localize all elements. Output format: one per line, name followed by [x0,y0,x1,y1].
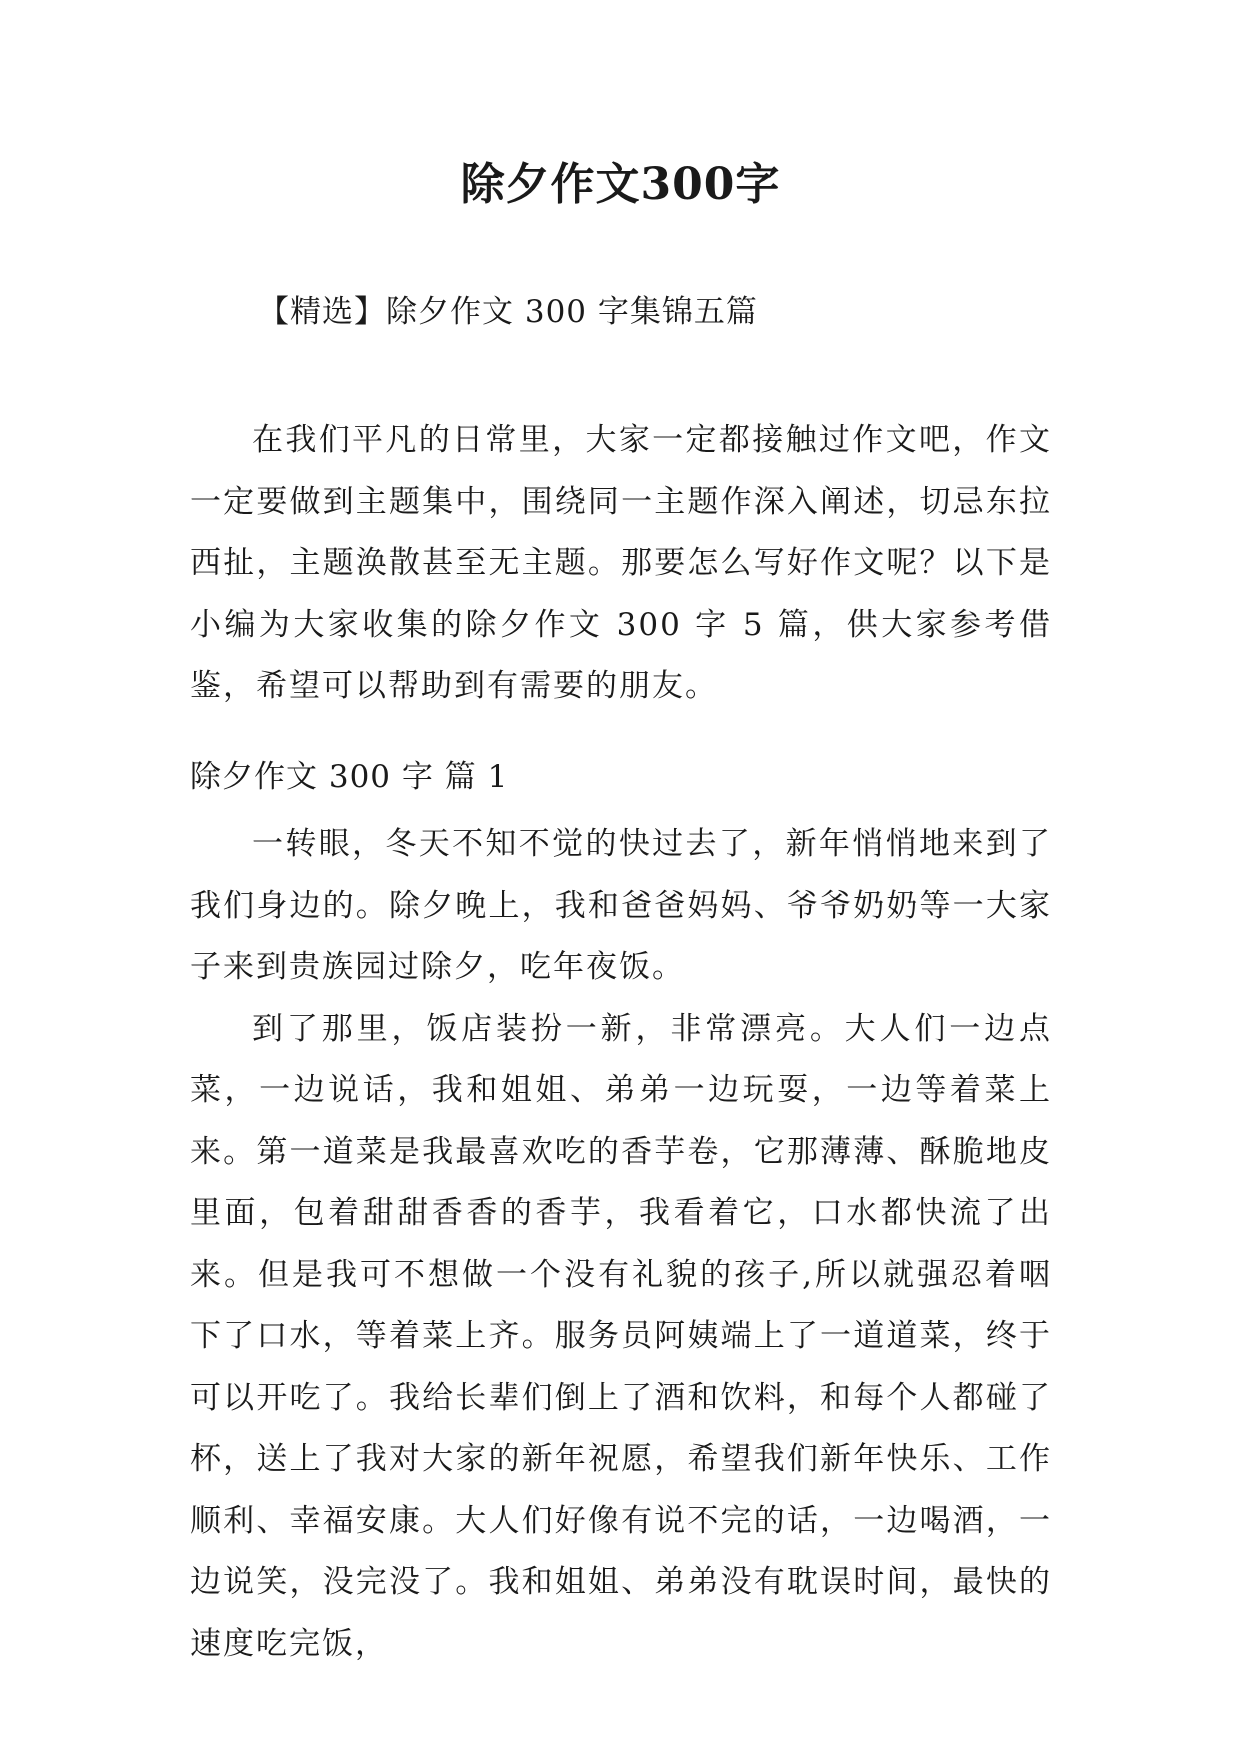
intro-section [190,410,1052,718]
essay-paragraph-1: 一转眼，冬天不知不觉的快过去了，新年悄悄地来到了我们身边的。除夕晚上，我和爸爸妈妈、爷爷奶奶等一大家子来到贵族园过除夕，吃年夜饭。 [190,826,1052,985]
intro-paragraph: 在我们平凡的日常里，大家一定都接触过作文吧，作文一定要做到主题集中，围绕同一主题作深入阐述，切忌东拉西扯，主题涣散甚至无主题。那要怎么写好作文呢？以下是小编为大家收集的除夕作文 300 字 5 篇，供大家参考借鉴，希望可以帮助到有需要的朋友。 [190,422,1052,704]
document-subtitle: 【精选】除夕作文 300 字集锦五篇 [258,294,758,330]
essay-paragraph-2: 到了那里，饭店装扮一新，非常漂亮。大人们一边点菜，一边说话，我和姐姐、弟弟一边玩耍，一边等着菜上来。第一道菜是我最喜欢吃的香芋卷，它那薄薄、酥脆地皮里面，包着甜甜香香的香芋，我看着它，口水都快流了出来。但是我可不想做一个没有礼貌的孩子,所以就强忍着咽下了口水，等着菜上齐。服务员阿姨端上了一道道菜，终于可以开吃了。我给长辈们倒上了酒和饮料，和每个人都碰了杯，送上了我对大家的新年祝愿，希望我们新年快乐、工作顺利、幸福安康。大人们好像有说不完的话，一边喝酒，一边说笑，没完没了。我和姐姐、弟弟没有耽误时间，最快的速度吃完饭， [190,1010,1052,1662]
document-title: 除夕作文300字 [460,159,781,210]
essay-section [190,814,1052,1675]
section-heading: 除夕作文 300 字 篇 1 [190,759,509,795]
